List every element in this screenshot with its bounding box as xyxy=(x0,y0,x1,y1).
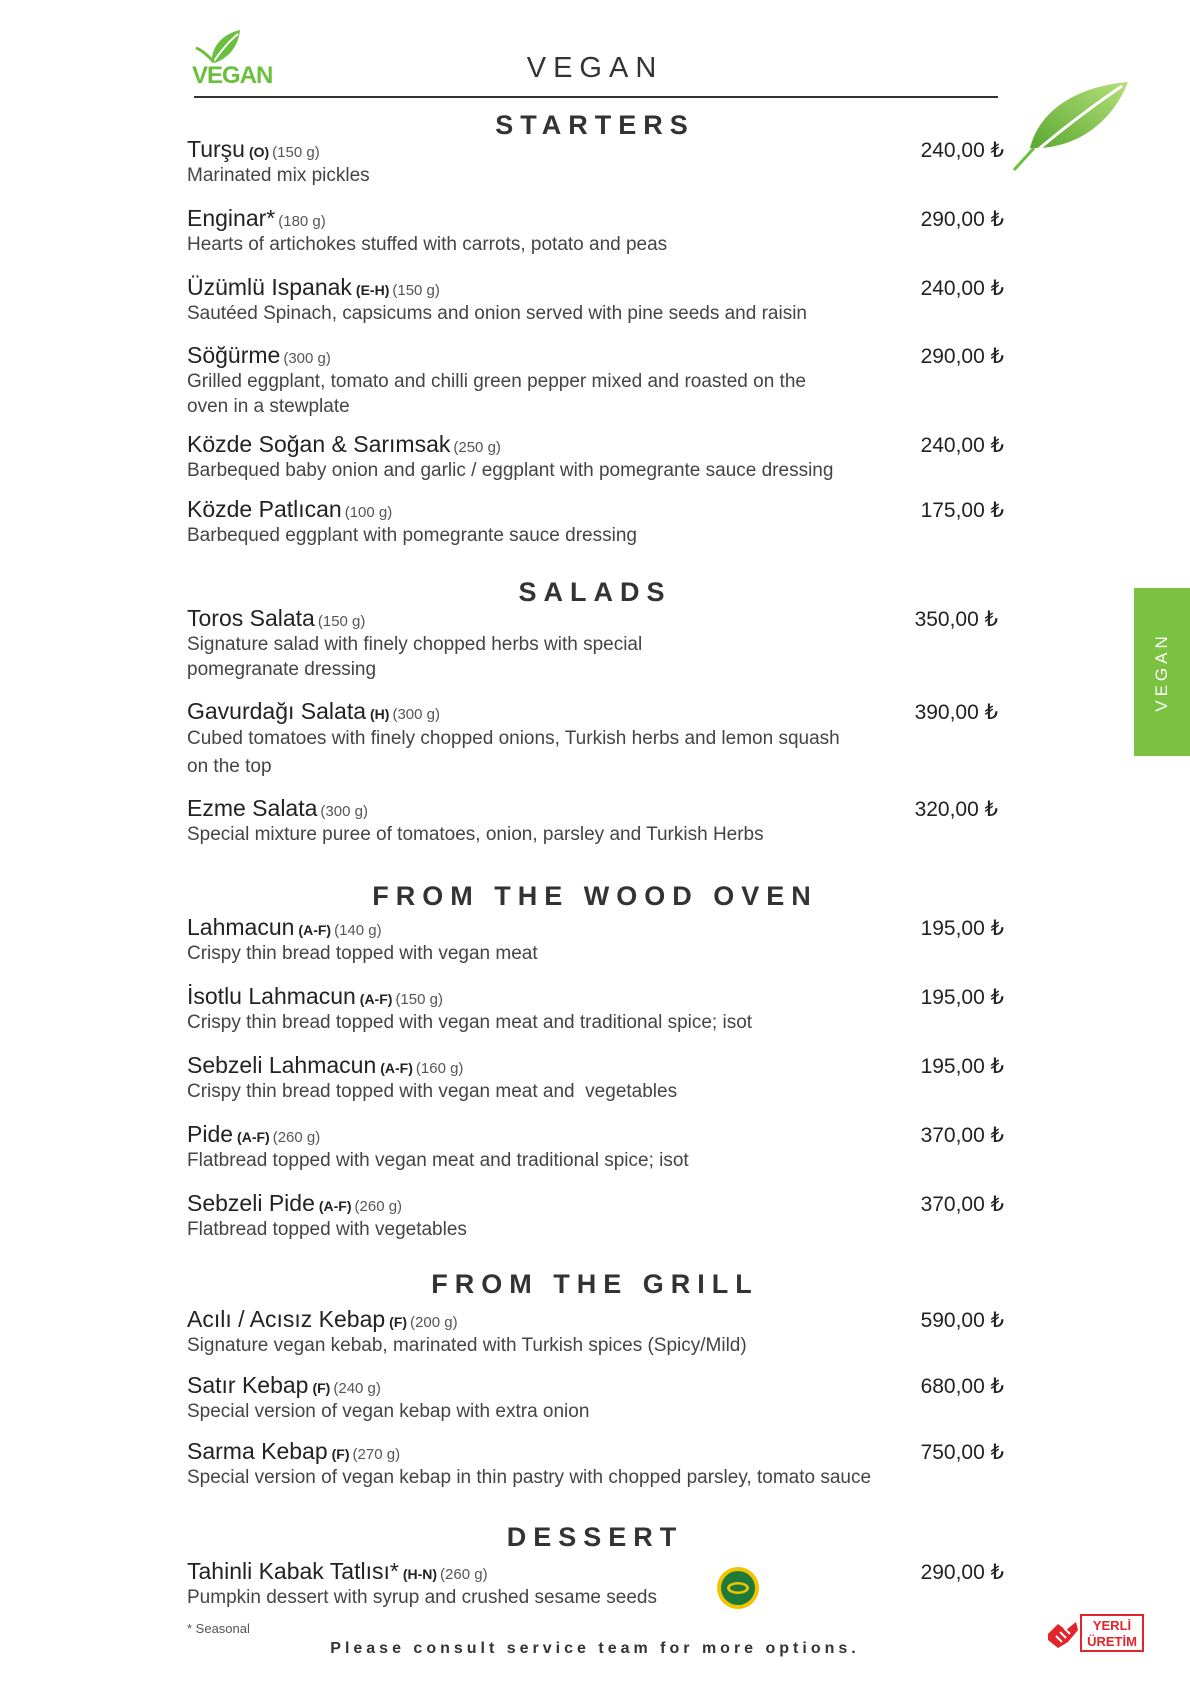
allergen-code: (E-H) xyxy=(355,282,390,298)
yerli-logo-line2: ÜRETİM xyxy=(1087,1634,1137,1649)
item-description: Crispy thin bread topped with vegan meat and traditional spice; isot xyxy=(187,1012,753,1033)
item-description: Special version of vegan kebap in thin pastry with chopped parsley, tomato sauce xyxy=(187,1467,872,1488)
item-description: Barbequed baby onion and garlic / eggplant with pomegrante sauce dressing xyxy=(187,460,834,481)
consult-note: Please consult service team for more options. xyxy=(330,1640,860,1657)
item-price: 195,00 ₺ xyxy=(920,917,1004,940)
item-description: Flatbread topped with vegan meat and traditional spice; isot xyxy=(187,1150,689,1171)
item-price: 240,00 ₺ xyxy=(920,277,1004,300)
item-weight: (150 g) xyxy=(317,613,366,630)
item-weight: (300 g) xyxy=(283,350,331,367)
handshake-icon xyxy=(1046,1616,1080,1652)
item-name: Ezme Salata xyxy=(187,795,318,821)
item-description: Hearts of artichokes stuffed with carrots, potato and peas xyxy=(187,234,668,255)
item-name: Lahmacun xyxy=(187,914,295,940)
allergen-code: (F) xyxy=(389,1314,408,1330)
item-price: 240,00 ₺ xyxy=(920,139,1004,162)
side-tab-label: VEGAN xyxy=(1152,632,1171,712)
item-weight: (240 g) xyxy=(333,1380,381,1397)
menu-item xyxy=(187,274,907,326)
vegan-logo-text: VEGAN xyxy=(192,62,273,89)
item-name-line xyxy=(187,431,907,458)
item-name-line xyxy=(187,914,907,941)
menu-item xyxy=(187,914,907,966)
item-name-line xyxy=(187,496,907,523)
item-weight: (150 g) xyxy=(395,991,443,1008)
item-name: Acılı / Acısız Kebap xyxy=(187,1306,386,1332)
item-name: Közde Soğan & Sarımsak xyxy=(187,431,451,457)
item-weight: (300 g) xyxy=(392,706,440,723)
item-weight: (150 g) xyxy=(272,144,320,161)
item-name-line xyxy=(187,698,847,725)
item-description: Crispy thin bread topped with vegan meat and vegetables xyxy=(187,1081,678,1102)
menu-item xyxy=(187,1121,907,1173)
menu-item xyxy=(187,1052,907,1104)
page-title: VEGAN xyxy=(526,52,664,84)
vegan-side-tab[interactable] xyxy=(1134,588,1190,756)
menu-item xyxy=(187,1306,907,1358)
section-title-grill: FROM THE GRILL xyxy=(431,1269,759,1299)
item-price: 750,00 ₺ xyxy=(920,1441,1004,1464)
item-name-line xyxy=(187,605,647,632)
item-description: Signature vegan kebab, marinated with Turkish spices (Spicy/Mild) xyxy=(187,1335,747,1356)
item-weight: (150 g) xyxy=(392,282,440,299)
yerli-logo-line1: YERLİ xyxy=(1092,1618,1132,1633)
item-price: 290,00 ₺ xyxy=(920,1561,1004,1584)
section-title-dessert: DESSERT xyxy=(506,1522,684,1552)
menu-item xyxy=(187,1372,907,1424)
item-description: Marinated mix pickles xyxy=(187,165,370,186)
yerli-uretim-logo xyxy=(1046,1614,1146,1654)
item-price: 195,00 ₺ xyxy=(920,1055,1004,1078)
item-description: Grilled eggplant, tomato and chilli green pepper mixed and roasted on the oven in a stewplate xyxy=(187,371,806,417)
item-name: Gavurdağı Salata xyxy=(187,698,367,724)
menu-item xyxy=(187,205,907,257)
item-name-line xyxy=(187,795,907,822)
item-description: Pumpkin dessert with syrup and crushed sesame seeds xyxy=(187,1587,657,1608)
menu-item xyxy=(187,431,907,483)
item-weight: (300 g) xyxy=(320,803,368,820)
menu-item xyxy=(187,342,827,419)
header-divider xyxy=(194,96,998,98)
item-name-line xyxy=(187,1372,907,1399)
item-description: Flatbread topped with vegetables xyxy=(187,1219,467,1240)
allergen-code: (F) xyxy=(312,1380,331,1396)
item-description: Sautéed Spinach, capsicums and onion served with pine seeds and raisin xyxy=(187,303,807,324)
item-weight: (260 g) xyxy=(272,1129,321,1146)
allergen-code: (A-F) xyxy=(298,922,332,938)
item-price: 290,00 ₺ xyxy=(920,345,1004,368)
item-weight: (100 g) xyxy=(344,504,393,521)
item-name-line xyxy=(187,136,907,163)
item-name: Üzümlü Ispanak xyxy=(187,274,352,300)
item-price: 290,00 ₺ xyxy=(920,208,1004,231)
menu-item xyxy=(187,1190,907,1242)
item-name: Toros Salata xyxy=(187,605,315,631)
item-name: Közde Patlıcan xyxy=(187,496,342,522)
item-name-line xyxy=(187,1190,907,1217)
item-name: Sarma Kebap xyxy=(187,1438,328,1464)
seasonal-footnote: * Seasonal xyxy=(187,1621,250,1636)
item-description: Cubed tomatoes with finely chopped onions, Turkish herbs and lemon squash on the top xyxy=(187,728,840,777)
item-price: 240,00 ₺ xyxy=(920,434,1004,457)
item-name: Satır Kebap xyxy=(187,1372,309,1398)
item-weight: (140 g) xyxy=(334,922,382,939)
menu-item xyxy=(187,795,907,847)
menu-item xyxy=(187,136,907,188)
item-description: Barbequed eggplant with pomegrante sauce dressing xyxy=(187,525,637,546)
allergen-code: (F) xyxy=(331,1446,350,1462)
geographical-indication-seal-icon xyxy=(716,1566,760,1610)
item-price: 680,00 ₺ xyxy=(920,1375,1004,1398)
item-price: 350,00 ₺ xyxy=(914,608,998,631)
item-name: Sebzeli Pide xyxy=(187,1190,315,1216)
item-name-line xyxy=(187,1558,907,1585)
item-weight: (180 g) xyxy=(278,213,326,230)
item-name: İsotlu Lahmacun xyxy=(187,983,356,1009)
item-name-line xyxy=(187,1306,907,1333)
item-name: Pide xyxy=(187,1121,234,1147)
menu-item xyxy=(187,698,847,781)
item-name-line xyxy=(187,1052,907,1079)
item-weight: (260 g) xyxy=(354,1198,403,1215)
item-name: Tahinli Kabak Tatlısı* xyxy=(187,1558,399,1584)
item-name-line xyxy=(187,274,907,301)
item-name-line xyxy=(187,983,907,1010)
section-title-wood-oven: FROM THE WOOD OVEN xyxy=(372,881,818,911)
menu-item xyxy=(187,1558,907,1610)
item-name-line xyxy=(187,342,827,369)
item-price: 370,00 ₺ xyxy=(920,1193,1004,1216)
allergen-code: (H-N) xyxy=(402,1566,438,1582)
item-price: 390,00 ₺ xyxy=(914,701,998,724)
item-description: Crispy thin bread topped with vegan meat xyxy=(187,943,538,964)
item-description: Special mixture puree of tomatoes, onion, parsley and Turkish Herbs xyxy=(187,824,764,845)
item-weight: (260 g) xyxy=(440,1566,488,1583)
allergen-code: (A-F) xyxy=(380,1060,413,1076)
item-weight: (160 g) xyxy=(415,1060,464,1077)
allergen-code: (H) xyxy=(370,706,390,722)
item-weight: (250 g) xyxy=(453,439,501,456)
section-title-salads: SALADS xyxy=(518,577,672,607)
item-name: Sebzeli Lahmacun xyxy=(187,1052,377,1078)
item-price: 175,00 ₺ xyxy=(920,499,1004,522)
item-name: Söğürme xyxy=(187,342,281,368)
menu-item xyxy=(187,983,907,1035)
section-title-starters: STARTERS xyxy=(495,110,695,140)
item-description: Signature salad with finely chopped herbs with special pomegranate dressing xyxy=(187,634,643,680)
item-price: 590,00 ₺ xyxy=(920,1309,1004,1332)
menu-item xyxy=(187,605,647,682)
item-name: Enginar* xyxy=(187,205,276,231)
allergen-code: (A-F) xyxy=(359,991,393,1007)
menu-item xyxy=(187,496,907,548)
item-name-line xyxy=(187,205,907,232)
item-price: 195,00 ₺ xyxy=(920,986,1004,1009)
item-name-line xyxy=(187,1121,907,1148)
item-weight: (270 g) xyxy=(352,1446,401,1463)
item-price: 320,00 ₺ xyxy=(914,798,998,821)
allergen-code: (A-F) xyxy=(237,1129,270,1145)
item-description: Special version of vegan kebap with extra onion xyxy=(187,1401,590,1422)
allergen-code: (O) xyxy=(248,144,270,160)
item-name: Turşu xyxy=(187,136,245,162)
item-weight: (200 g) xyxy=(410,1314,458,1331)
item-price: 370,00 ₺ xyxy=(920,1124,1004,1147)
allergen-code: (A-F) xyxy=(318,1198,352,1214)
